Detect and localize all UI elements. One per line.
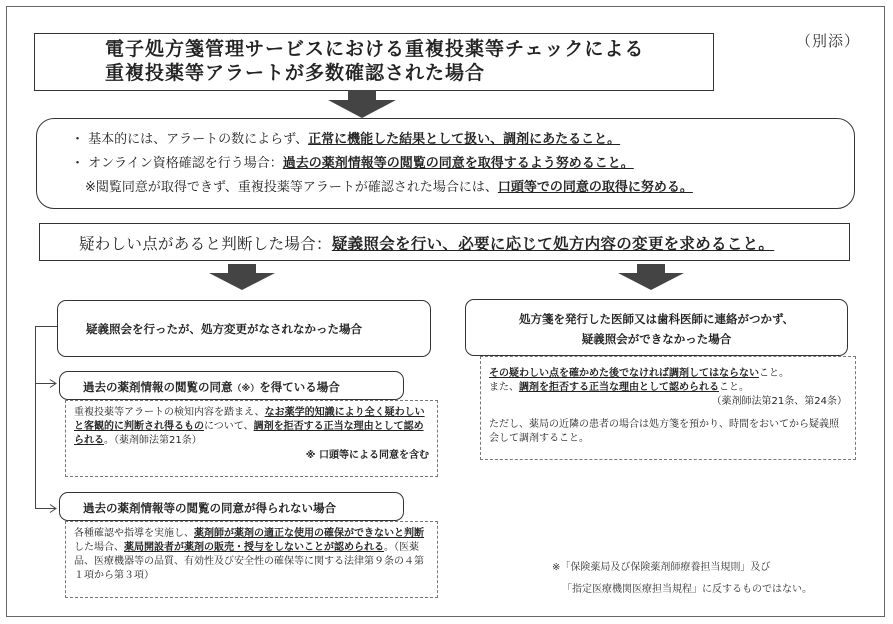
detail-1-text-c: について、 bbox=[204, 421, 254, 432]
detail-2-text-c: した場合、 bbox=[74, 542, 124, 553]
doubt-emphasis-2: を行い、必要に応じて処方内容の変更を求めること。 bbox=[395, 235, 775, 253]
right-detail-emphasis-d: 調剤を拒否する正当な理由として認められる bbox=[519, 382, 719, 393]
connector-vertical bbox=[35, 326, 36, 509]
basic-policy-box bbox=[36, 118, 855, 209]
consent-not-obtained-detail bbox=[65, 521, 438, 598]
policy-bullet-1-emphasis: 正常に機能した結果として扱い、調剤にあたること。 bbox=[308, 132, 621, 147]
doubt-box bbox=[39, 223, 850, 261]
doubt-prefix: 疑わしい点があると判断した場合： bbox=[79, 235, 332, 253]
annex-label: （別添） bbox=[796, 32, 861, 50]
doubt-emphasis-1: 疑義照会 bbox=[331, 235, 396, 253]
right-detail-exception: ただし、薬局の近隣の患者の場合は処方箋を預かり、時間をおいてから疑義照会して調剤すること。 bbox=[489, 419, 839, 444]
policy-note bbox=[71, 176, 854, 200]
title-line-1: 電子処方箋管理サービスにおける重複投薬等チェックによる bbox=[105, 38, 645, 60]
detail-1-emphasis-d: 調剤を拒否する正当な理由として認められる bbox=[74, 421, 424, 446]
right-case-detail bbox=[480, 356, 856, 460]
detail-1-note: ※ 口頭等による同意を含む bbox=[305, 450, 429, 461]
consent-not-obtained-box: 過去の薬剤情報等の閲覧の同意が得られない場合 bbox=[59, 492, 404, 521]
right-detail-line-2 bbox=[489, 381, 847, 395]
arrow-right-icon bbox=[35, 379, 59, 388]
connector-top bbox=[35, 326, 57, 327]
detail-1-text-a: 重複投薬等アラートの検知内容を踏まえ、 bbox=[74, 407, 265, 418]
footnote-line-2: 「指定医療機関医療担当規程」に反するものではない。 bbox=[562, 584, 812, 595]
down-arrow-right-icon bbox=[618, 264, 684, 290]
right-detail-law: （薬剤師法第21条、第24条） bbox=[711, 396, 847, 407]
detail-1-text-e: 。（薬剤師法第21条） bbox=[104, 435, 202, 446]
right-case-box bbox=[465, 299, 848, 356]
right-detail-text-b: こと。 bbox=[759, 368, 789, 379]
policy-bullet-2-text: ・ オンライン資格確認を行う場合： bbox=[71, 156, 283, 171]
policy-bullet-2-emphasis: 過去の薬剤情報等の閲覧の同意を取得するよう努めること。 bbox=[282, 156, 634, 171]
right-detail-text-e: こと。 bbox=[719, 382, 749, 393]
detail-2-text-e: 。（医薬品、医療機器等の品質、有効性及び安全性の確保等に関する法律第９条の４第１項から第３項） bbox=[74, 542, 424, 581]
right-detail-text-c: また、 bbox=[489, 382, 519, 393]
down-arrow-icon bbox=[328, 90, 396, 118]
right-case-line-2: 疑義照会ができなかった場合 bbox=[581, 332, 732, 346]
detail-2-emphasis-d: 薬局開設者が薬剤の販売・授与をしないことが認められる bbox=[124, 542, 384, 553]
down-arrow-left-icon bbox=[209, 264, 275, 290]
consent-obtained-box bbox=[59, 371, 404, 400]
consent-obtained-text-end: を得ている場合 bbox=[259, 380, 340, 394]
title-box bbox=[34, 33, 714, 91]
detail-1-emphasis-b: なお薬学的知識により全く疑わしいと客観的に判断され得るもの bbox=[74, 407, 425, 432]
title-line-2: 重複投薬等アラートが多数確認された場合 bbox=[105, 62, 486, 84]
policy-note-emphasis: 口頭等での同意の取得に努める。 bbox=[497, 180, 693, 195]
right-detail-line-1 bbox=[489, 367, 847, 381]
policy-note-text: ※閲覧同意が取得できず、重複投薬等アラートが確認された場合には、 bbox=[85, 180, 498, 195]
policy-bullet-2 bbox=[71, 152, 854, 176]
policy-bullet-1-text: ・ 基本的には、アラートの数によらず、 bbox=[71, 132, 309, 147]
detail-2-text-a: 各種確認や指導を実施し、 bbox=[74, 528, 194, 539]
detail-2-emphasis-b: 薬剤師が薬剤の適正な使用の確保ができないと判断 bbox=[194, 528, 424, 539]
arrow-right-icon bbox=[35, 504, 59, 513]
left-case-box: 疑義照会を行ったが、処方変更がなされなかった場合 bbox=[57, 300, 431, 357]
footnote-line-1: ※「保険薬局及び保険薬剤師療養担当規則」及び bbox=[552, 562, 771, 573]
consent-obtained-detail bbox=[65, 400, 438, 477]
consent-obtained-note-mark: （※） bbox=[232, 384, 260, 394]
right-case-line-1: 処方箋を発行した医師又は歯科医師に連絡がつかず、 bbox=[518, 312, 795, 326]
policy-bullet-1 bbox=[71, 128, 854, 152]
right-detail-emphasis-a: その疑わしい点を確かめた後でなければ調剤してはならない bbox=[489, 368, 759, 379]
consent-obtained-text: 過去の薬剤情報の閲覧の同意 bbox=[83, 380, 233, 394]
